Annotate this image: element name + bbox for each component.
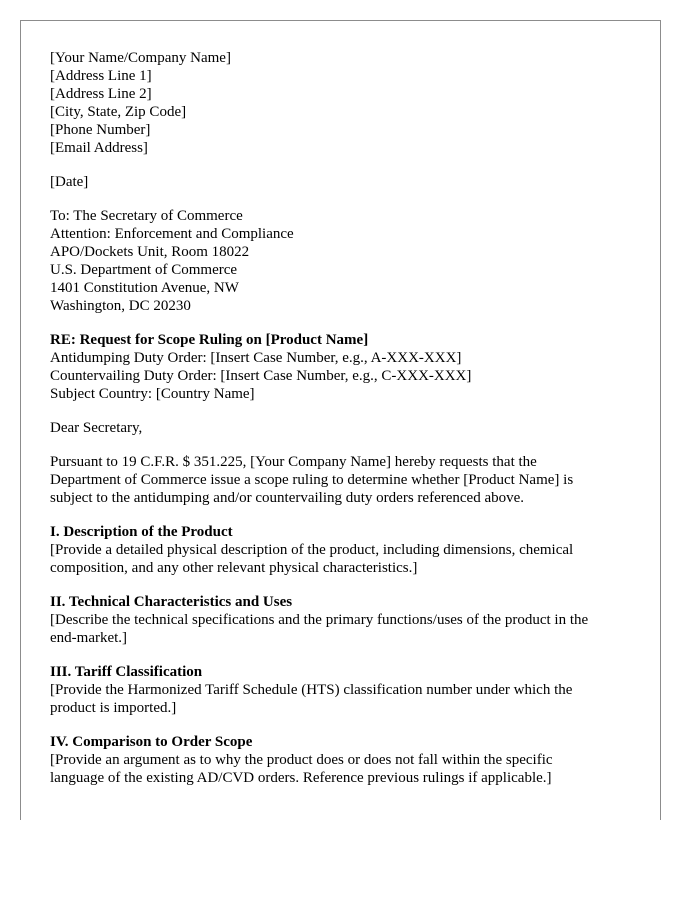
re-antidumping-order: Antidumping Duty Order: [Insert Case Number, e.g., A-XXX-XXX] xyxy=(50,350,462,366)
section-heading: II. Technical Characteristics and Uses xyxy=(50,594,293,610)
spacer xyxy=(50,437,640,453)
recipient-to: To: The Secretary of Commerce xyxy=(50,208,243,224)
spacer xyxy=(50,717,640,733)
sender-email: [Email Address] xyxy=(50,140,148,156)
spacer xyxy=(50,577,640,593)
intro-line: subject to the antidumping and/or countervailing duty orders referenced above. xyxy=(50,490,525,506)
section-text-line: language of the existing AD/CVD orders. Reference previous rulings if applicable.] xyxy=(50,770,552,786)
recipient-department: U.S. Department of Commerce xyxy=(50,262,238,278)
sender-city-state-zip: [City, State, Zip Code] xyxy=(50,104,187,120)
sender-name: [Your Name/Company Name] xyxy=(50,50,231,66)
re-subject-country: Subject Country: [Country Name] xyxy=(50,386,255,402)
sender-address-line-2: [Address Line 2] xyxy=(50,86,152,102)
re-countervailing-order: Countervailing Duty Order: [Insert Case Number, e.g., C-XXX-XXX] xyxy=(50,368,472,384)
section-text-line: composition, and any other relevant physical characteristics.] xyxy=(50,560,418,576)
intro-line: Pursuant to 19 C.F.R. $ 351.225, [Your Company Name] hereby requests that the xyxy=(50,454,537,470)
intro-paragraph xyxy=(50,453,640,507)
section-text-line: [Provide the Harmonized Tariff Schedule (HTS) classification number under which the xyxy=(50,682,573,698)
spacer xyxy=(50,647,640,663)
letter-date: [Date] xyxy=(50,174,89,190)
sender-block xyxy=(50,49,640,157)
spacer xyxy=(50,191,640,207)
section-comparison xyxy=(50,733,640,787)
recipient-attention: Attention: Enforcement and Compliance xyxy=(50,226,294,242)
section-technical xyxy=(50,593,640,647)
spacer xyxy=(50,157,640,173)
section-heading: I. Description of the Product xyxy=(50,524,233,540)
re-subject: RE: Request for Scope Ruling on [Product Name] xyxy=(50,332,369,348)
sender-phone: [Phone Number] xyxy=(50,122,151,138)
intro-line: Department of Commerce issue a scope ruling to determine whether [Product Name] is xyxy=(50,472,574,488)
recipient-street: 1401 Constitution Avenue, NW xyxy=(50,280,239,296)
section-heading: IV. Comparison to Order Scope xyxy=(50,734,253,750)
spacer xyxy=(50,403,640,419)
section-text-line: [Provide an argument as to why the product does or does not fall within the specific xyxy=(50,752,553,768)
section-tariff xyxy=(50,663,640,717)
recipient-block xyxy=(50,207,640,315)
sender-address-line-1: [Address Line 1] xyxy=(50,68,152,84)
letter-body xyxy=(50,49,640,787)
salutation: Dear Secretary, xyxy=(50,420,143,436)
section-heading: III. Tariff Classification xyxy=(50,664,203,680)
recipient-unit: APO/Dockets Unit, Room 18022 xyxy=(50,244,250,260)
spacer xyxy=(50,315,640,331)
section-description xyxy=(50,523,640,577)
letter-page xyxy=(20,20,661,820)
re-block xyxy=(50,331,640,403)
section-text-line: [Provide a detailed physical description of the product, including dimensions, chemical xyxy=(50,542,574,558)
section-text-line: product is imported.] xyxy=(50,700,177,716)
recipient-city: Washington, DC 20230 xyxy=(50,298,191,314)
section-text-line: [Describe the technical specifications and the primary functions/uses of the product in the xyxy=(50,612,589,628)
spacer xyxy=(50,507,640,523)
section-text-line: end-market.] xyxy=(50,630,128,646)
